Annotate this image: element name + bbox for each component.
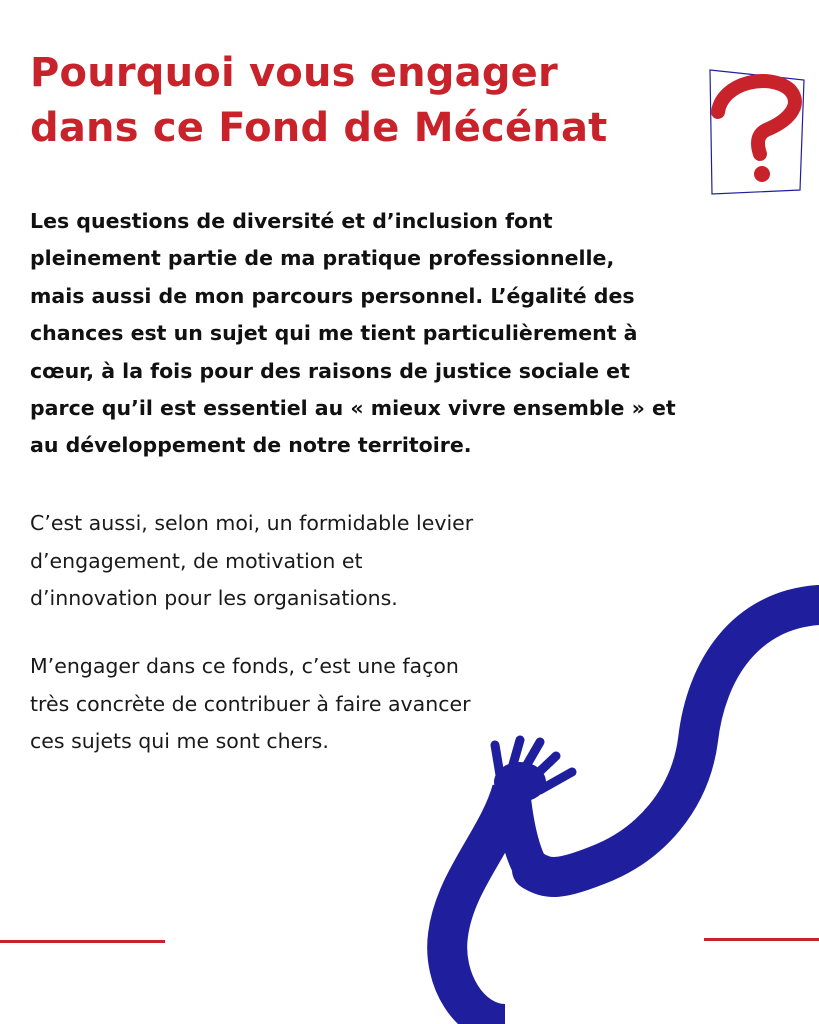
intro-paragraph [30,203,770,465]
divider-left [0,940,165,943]
third-line: M’engager dans ce fonds, c’est une façon [30,654,459,678]
intro-line: mais aussi de mon parcours personnel. L’égalité des [30,283,635,308]
question-mark-icon [700,62,812,202]
third-paragraph [30,648,630,761]
third-line: très concrète de contribuer à faire avancer [30,691,471,716]
title-line-2: dans ce Fond de Mécénat [30,105,608,151]
intro-line: au développement de notre territoire. [30,433,472,458]
divider-right [704,938,819,941]
page-title [30,46,710,156]
second-line: d’engagement, de motivation et [30,548,363,573]
third-line: ces sujets qui me sont chers. [30,729,329,753]
second-line: C’est aussi, selon moi, un formidable levier [30,511,474,535]
intro-line: parce qu’il est essentiel au « mieux vivre ensemble » et [30,396,676,421]
intro-line: Les questions de diversité et d’inclusion font [30,209,553,233]
intro-line: pleinement partie de ma pratique professionnelle, [30,246,615,271]
second-line: d’innovation pour les organisations. [30,586,398,610]
intro-line: chances est un sujet qui me tient particulièrement à [30,321,638,346]
title-line-1: Pourquoi vous engager [30,50,558,96]
second-paragraph [30,505,630,618]
intro-line: cœur, à la fois pour des raisons de justice sociale et [30,358,630,383]
